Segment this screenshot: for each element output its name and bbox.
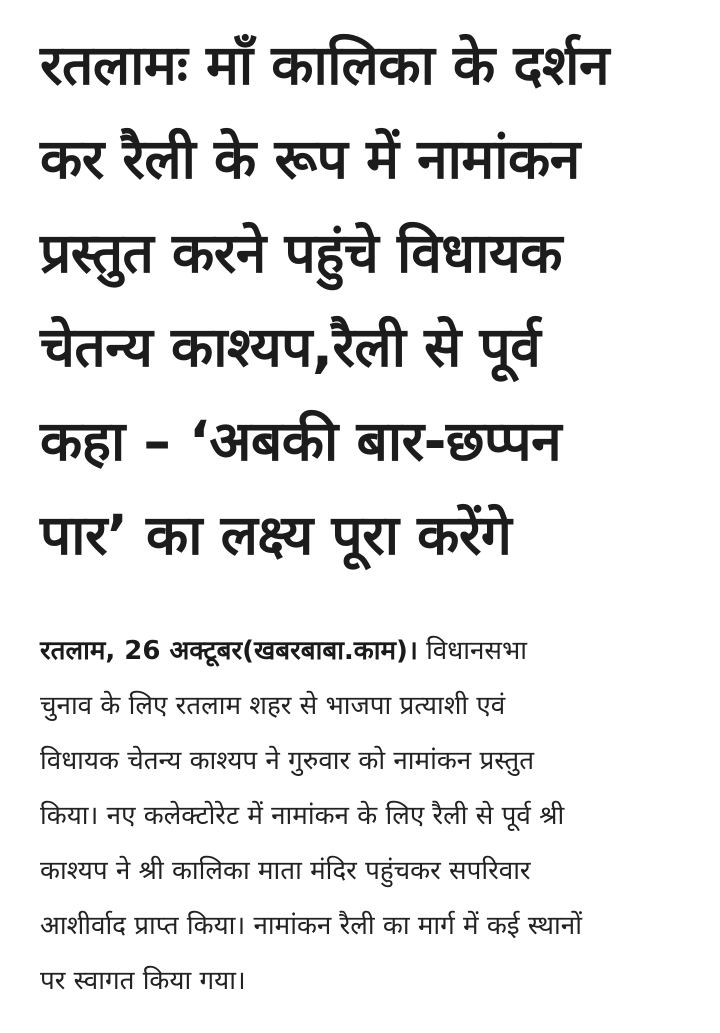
headline-line: पार’ का लक्ष्य पूरा करेंगे (40, 503, 512, 567)
body-line: चुनाव के लिए रतलाम शहर से भाजपा प्रत्याशी एवं (40, 691, 506, 721)
headline-line: प्रस्तुत करने पहुंचे विधायक (40, 221, 562, 285)
article-headline (40, 18, 695, 582)
article (40, 18, 695, 582)
headline-line: कहा – ‘अबकी बार-छप्पन (40, 409, 562, 473)
body-line-rest: विधानसभा (417, 636, 528, 666)
body-line: पर स्वागत किया गया। (40, 966, 246, 996)
headline-line: कर रैली के रूप में नामांकन (40, 127, 580, 191)
headline-line: चेतन्य काश्यप,रैली से पूर्व (40, 315, 541, 379)
body-line: आशीर्वाद प्राप्त किया। नामांकन रैली का मार्ग में कई स्थानों (40, 911, 582, 941)
body-line: किया। नए कलेक्टोरेट में नामांकन के लिए रैली से पूर्व श्री (40, 801, 565, 831)
body-line: विधायक चेतन्य काश्यप ने गुरुवार को नामांकन प्रस्तुत (40, 746, 535, 776)
body-line (40, 624, 700, 679)
article-dateline: रतलाम, 26 अक्टूबर(खबरबाबा.काम)। (40, 636, 418, 666)
article-body (40, 624, 700, 1009)
body-line: काश्यप ने श्री कालिका माता मंदिर पहुंचकर सपरिवार (40, 856, 531, 886)
headline-line: रतलामः माँ कालिका के दर्शन (40, 33, 609, 97)
